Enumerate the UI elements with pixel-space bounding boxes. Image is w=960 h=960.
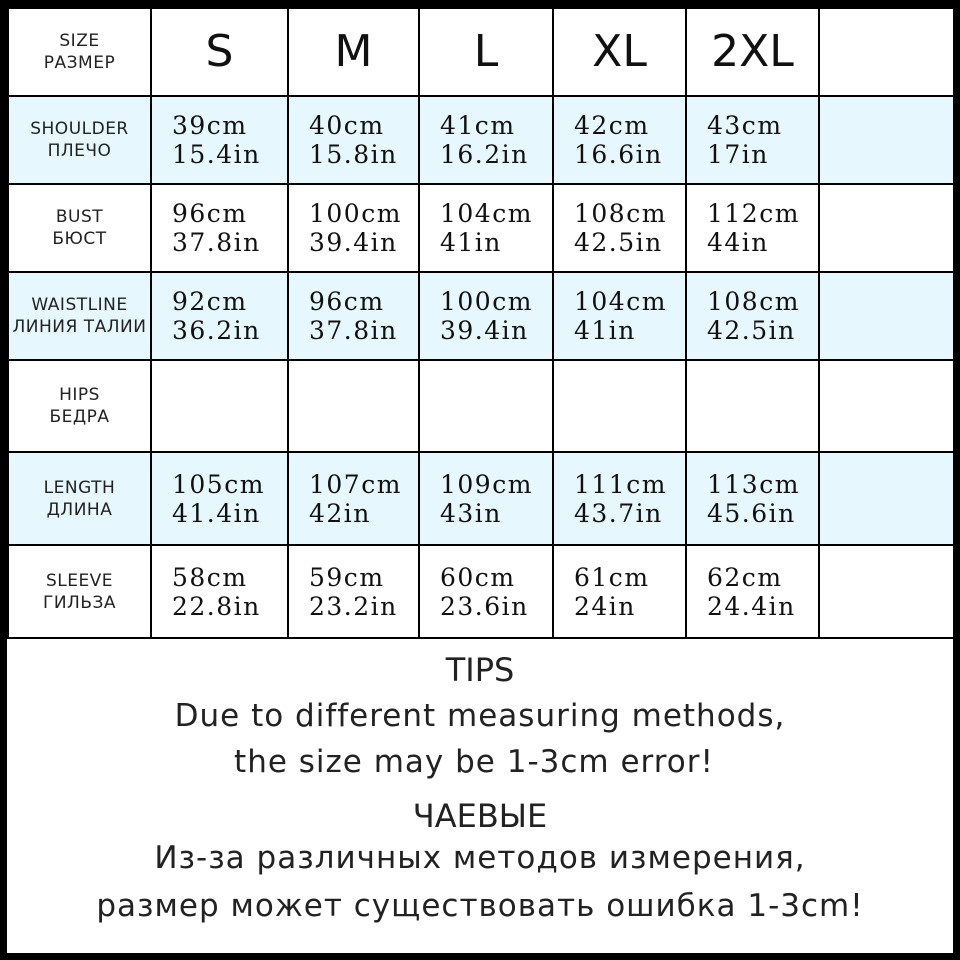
tips-title: TIPS [445, 651, 515, 689]
table-cell: 41cm 16.2in [419, 96, 553, 184]
table-cell [151, 360, 288, 452]
table-cell: 111cm 43.7in [553, 452, 686, 545]
empty-cell [819, 360, 954, 452]
size-l-header: L [419, 8, 553, 96]
table-cell [288, 360, 419, 452]
table-cell: 105cm 41.4in [151, 452, 288, 545]
hips-row [8, 360, 954, 452]
table-cell: 107cm 42in [288, 452, 419, 545]
table-cell: 113cm 45.6in [686, 452, 819, 545]
table-cell: 104cm 41in [553, 272, 686, 360]
empty-cell [819, 272, 954, 360]
length-row [8, 452, 954, 545]
size-header-label: SIZE РАЗМЕР [8, 8, 151, 96]
table-cell: 92cm 36.2in [151, 272, 288, 360]
table-cell: 62cm 24.4in [686, 545, 819, 638]
table-cell: 112cm 44in [686, 184, 819, 272]
table-cell: 100cm 39.4in [288, 184, 419, 272]
row-label: SHOULDER ПЛЕЧО [8, 96, 151, 184]
table-cell: 100cm 39.4in [419, 272, 553, 360]
sleeve-row [8, 545, 954, 638]
table-cell: 104cm 41in [419, 184, 553, 272]
row-label: LENGTH ДЛИНА [8, 452, 151, 545]
table-cell: 60cm 23.6in [419, 545, 553, 638]
table-cell: 61cm 24in [553, 545, 686, 638]
waistline-row [8, 272, 954, 360]
table-cell: 39cm 15.4in [151, 96, 288, 184]
bust-row [8, 184, 954, 272]
row-label: BUST БЮСТ [8, 184, 151, 272]
empty-cell [819, 96, 954, 184]
empty-cell [819, 452, 954, 545]
size-s-header: S [151, 8, 288, 96]
tips-line-2: the size may be 1-3cm error! [234, 744, 714, 780]
table-cell: 109cm 43in [419, 452, 553, 545]
table-cell: 58cm 22.8in [151, 545, 288, 638]
row-label: SLEEVE ГИЛЬЗА [8, 545, 151, 638]
tips-line-1-ru: Из-за различных методов измерения, [154, 840, 806, 876]
tips-line-2-ru: размер может существовать ошибка 1-3cm! [96, 888, 864, 924]
row-label: WAISTLINE ЛИНИЯ ТАЛИИ [8, 272, 151, 360]
empty-cell [819, 184, 954, 272]
row-label: HIPS БЕДРА [8, 360, 151, 452]
empty-header-cell [819, 8, 954, 96]
table-cell: 108cm 42.5in [686, 272, 819, 360]
tips-line-1: Due to different measuring methods, [174, 698, 786, 734]
table-cell [553, 360, 686, 452]
size-header-row [8, 8, 954, 96]
size-2xl-header: 2XL [686, 8, 819, 96]
table-cell: 108cm 42.5in [553, 184, 686, 272]
table-cell [419, 360, 553, 452]
table-cell [686, 360, 819, 452]
table-cell: 59cm 23.2in [288, 545, 419, 638]
table-cell: 42cm 16.6in [553, 96, 686, 184]
table-cell: 40cm 15.8in [288, 96, 419, 184]
tips-title-ru: ЧАЕВЫЕ [412, 797, 548, 835]
size-m-header: M [288, 8, 419, 96]
table-cell: 96cm 37.8in [288, 272, 419, 360]
empty-cell [819, 545, 954, 638]
table-cell: 96cm 37.8in [151, 184, 288, 272]
shoulder-row [8, 96, 954, 184]
tips-section [7, 636, 953, 953]
table-cell: 43cm 17in [686, 96, 819, 184]
size-table [7, 7, 955, 639]
size-xl-header: XL [553, 8, 686, 96]
